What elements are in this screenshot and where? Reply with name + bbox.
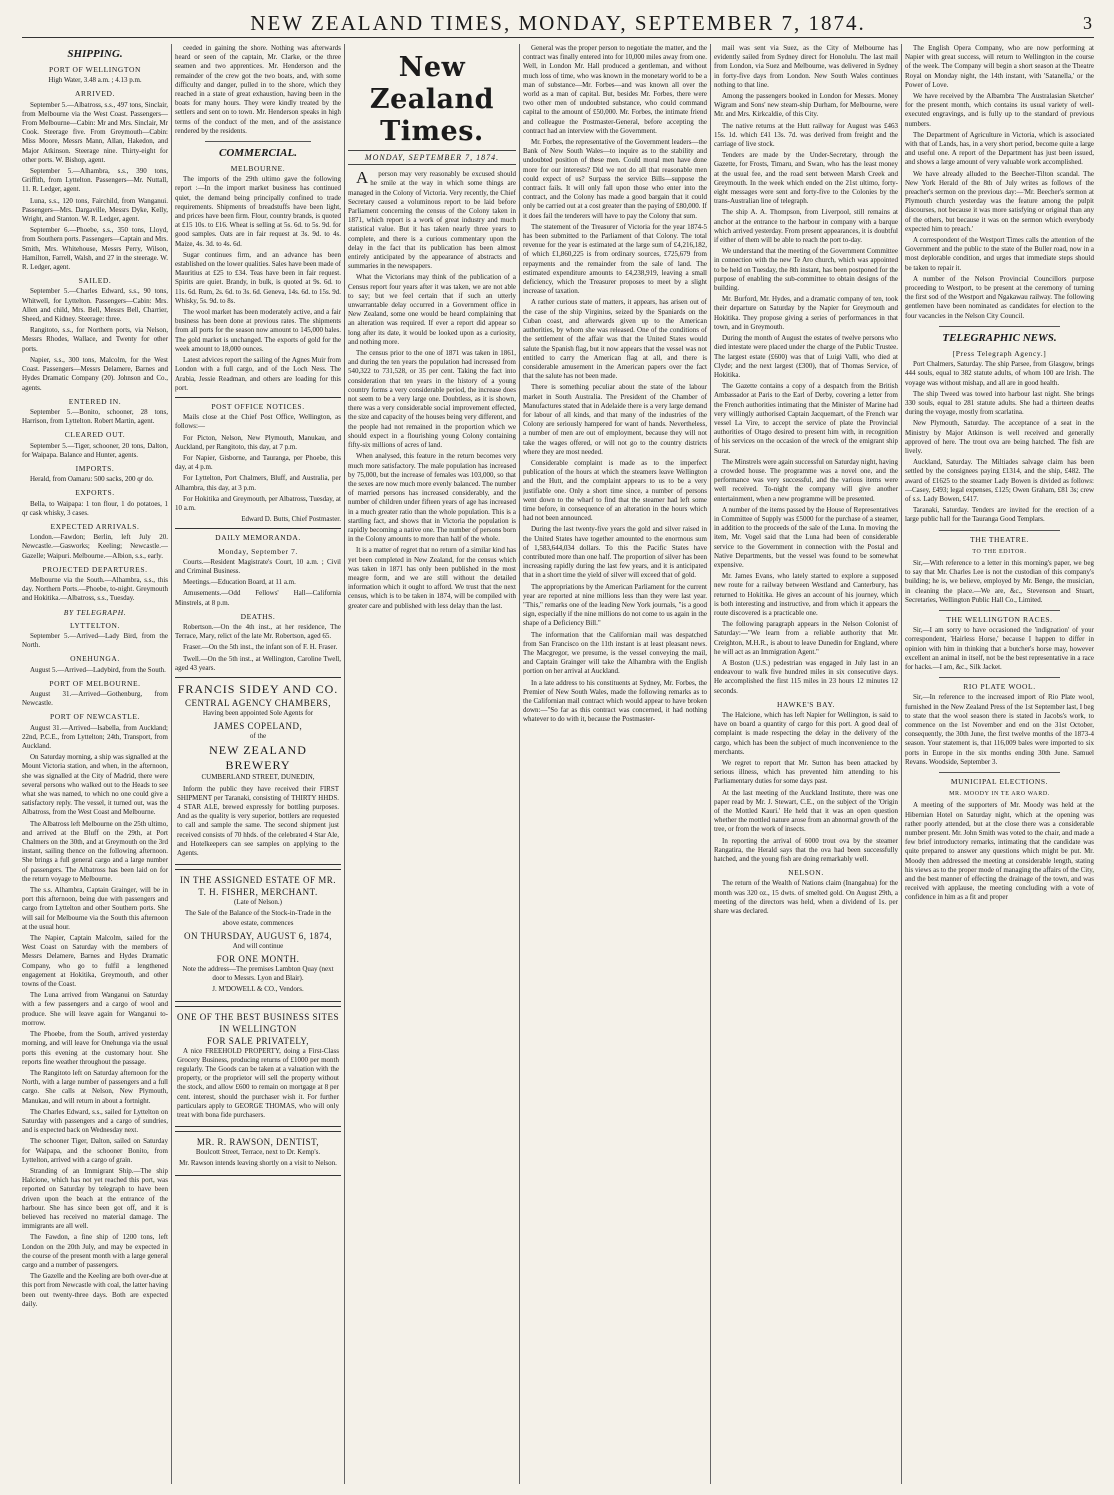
editorial-paragraph: When analysed, this feature in the return becomes very much more satisfactory. The male population has increased by 75,000, but the increase of females was 103,000, so that the sexes are now much more evenly balanced. The number of married persons has increased considerably, and the number of children under fifteen years of age has increased in a much greater ratio than the whole population. This is a startling fact, and shows that in Victoria the population is rapidly becoming a native one. The number of persons born in the Colony amounts to more than half of the whole.: [348, 452, 516, 544]
news-paragraph: We regret to report that Mr. Sutton has been attacked by serious illness, which has prevented him attending to his Parliamentary duties for some days past.: [714, 759, 898, 786]
wreck-continuation: ceeded in gaining the shore. Nothing was afterwards heard or seen of the captain, Mr. Clarke, or the three seamen and two apprentices. Mr. Henderson and the remainder of the crew got the two boats, and, with some difficulty and danger, pulled in to the shore, which they reached in a state of great exhaustion, having been in the boats for many hours. They were kindly treated by the settlers and sent on to town. Mr. Henderson speaks in high terms of the conduct of the men, and of the assistance rendered by the residents.: [175, 44, 341, 135]
editorial-paragraph: Aperson may very reasonably be excused should he smile at the way in which some things are managed in the Colony of Victoria. Very recently, the Chief Secretary caused a voluminous report to be laid before Parliament concerning the census of the Colony taken in 1871, which report is a work of great industry and much statistical value. But it has taken nearly three years to complete, and there is a curious commentary upon the delay in the fact that its publication has been almost entirely anticipated by the appearance of abstracts and summaries in the newspapers.: [348, 168, 516, 271]
high-water: High Water, 3.48 a.m. ; 4.13 p.m.: [48, 76, 142, 85]
divider: [939, 610, 1060, 611]
commercial-paragraph: The wool market has been moderately active, and a fair business has been done at previous rates. The shipments from all ports for the season now amount to 145,000 bales. The gold market is unchanged. The exports of gold for the week amount to 18,000 ounces.: [175, 308, 341, 353]
divider: [939, 326, 1060, 327]
entered-entry: September 5.—Bonito, schooner, 28 tons, Harrison, from Lyttelton. Robert Martin, agent.: [22, 407, 168, 426]
ad-headline: IN THE ASSIGNED ESTATE OF MR. T. H. FISHER, MERCHANT.: [179, 875, 337, 898]
ad-duration: FOR ONE MONTH.: [216, 954, 300, 965]
theatre-letter: Sir,—With reference to a letter in this morning's paper, we beg to say that Mr. Charles Lee is not the custodian of this company's building; he is, we believe, employed by Mr. Benge, the musician, in cleaning the place.—We are, &c., Stevenson and Stuart, Secretaries, Wellington Public Hall Co., Limited.: [905, 558, 1094, 604]
races-letter: Sir,—I am sorry to have occasioned the 'indignation' of your correspondent, 'Hairless Horse,' because I happen to differ in opinion with him in thinking that a butcher's horse may, however excellent an animal in itself, not be the best representative in a race for hacks.—I am, &c., Silk Jacket.: [905, 626, 1094, 671]
column-rule: [344, 44, 345, 1484]
postmaster-signature: Edward D. Butts, Chief Postmaster.: [241, 515, 341, 524]
column-commercial: [175, 44, 341, 1484]
divider: [939, 772, 1060, 773]
arrival-entry: Luna, s.s., 120 tons, Fairchild, from Wanganui. Passengers—Mrs. Dargaville, Messrs Dyke, Kelly, Wright, and Stanton. W. R. Ledger, agent.: [22, 196, 168, 224]
telegram: New Plymouth, Saturday. The acceptance of a seat in the Ministry by Major Atkinson is well received and generally approved of here. The trout ova are being hatched. The fish are lively.: [905, 419, 1094, 455]
telegram: The ship Tweed was towed into harbour last night. She brings 330 souls, equal to 281 statute adults. She had a thirteen deaths during the voyage, mostly from scarlatina.: [905, 389, 1094, 417]
shipping-paragraph: The s.s. Alhambra, Captain Grainger, will be in port this afternoon, being due with passengers and cargo from Lyttelton and other Southern ports. She will sail for Melbourne via the South this afternoon at the usual hour.: [22, 886, 168, 931]
newspaper-page: [22, 44, 1094, 1484]
letter-address: TO THE EDITOR.: [972, 548, 1027, 555]
news-paragraph: In a late address to his constituents at Sydney, Mr. Forbes, the Premier of New South Wales, made the following remarks as to the Californian mail contract which would appear to have broken down:—"So far as this contract was concerned, it had nothing whatever to do with it, because the Postmaster-: [523, 678, 707, 724]
deaths-heading: DEATHS.: [240, 611, 276, 621]
shipping-paragraph: The schooner Tiger, Dalton, sailed on Saturday for Waipapa, and the schooner Bonito, from Lyttelton, arrived with a cargo of grain.: [22, 1137, 168, 1164]
news-paragraph: The Gazette contains a copy of a despatch from the British Ambassador at Paris to the Earl of Derby, covering a letter from the French authorities intimating that the Minister of Marine had very willingly authorised Captain Jacquemart, of the French war vessel La Vire, to accept the service of plate the Provincial authorities of Otago desired to present him with, in recognition of his services on the occasion of the wreck of the emigrant ship Surat.: [714, 382, 898, 455]
telegram: Auckland, Saturday. The Miltiades salvage claim has been settled by the consignees paying £1314, and the ship, £482. The award of £1625 to the steamer Lady Bowen is divided as follows:—Casey, £493; legal expenses, £125; Owen Graham, £81 3s; crew of s.s. Lady Bowen, £417.: [905, 458, 1094, 503]
editorial-paragraph: It is a matter of regret that no return of a similar kind has yet been completed in New Zealand, for the census which was taken in 1871 has only been published in the most meagre form, and we are still without the detailed information which it ought to afford. We trust that the next census, which is to be taken in 1874, will be compiled with greater care and published with less delay than the last.: [348, 546, 516, 610]
divider: [939, 677, 1060, 678]
news-paragraph: The appropriations by the American Parliament for the current year are reported at nine millions less than they were last year. "This," remarks one of the leading New York journals, "is a good sign, especially if the nine millions do not come to us again in the shape of a Deficiency Bill.": [523, 582, 707, 628]
shipping-paragraph: On Saturday morning, a ship was signalled at the Mount Victoria station, and when, in the afternoon, she was signalled at the City of Madrid, there were several persons who walked out to the Heads to see what she was named, to which no one could give a satisfactory reply. The vessel, it turned out, was the Albatross, from the West Coast and Melbourne.: [22, 753, 168, 817]
news-paragraph: A Boston (U.S.) pedestrian was engaged in July last in an endeavour to walk five hundred miles in six consecutive days. He accomplished the first 115 miles in 23 hours 12 minutes 12 seconds.: [714, 659, 898, 695]
sailed-entry: Napier, s.s., 300 tons, Malcolm, for the West Coast. Passengers—Messrs Delamere, Barnes and Hydes Dramatic Company (20). Johnson and Co., agents.: [22, 355, 168, 392]
entered-heading: ENTERED IN.: [68, 396, 122, 406]
news-paragraph: The return of the Wealth of Nations claim (Inangahua) for the month was 320 oz., 15 dwts. of smelted gold. On August 29th, a meeting of the directors was held, when a dividend of 1s. per share was declared.: [714, 879, 898, 916]
news-paragraph: During the last twenty-five years the gold and silver raised in the United States have together amounted to the enormous sum of 1,583,644,034 dollars. To this the Pacific States have contributed more than one half. The proportion of silver has been increasing rapidly during the last few years, and it is anticipated that in a short time the yield of silver will exceed that of gold.: [523, 525, 707, 580]
ad-text: CUMBERLAND STREET, DUNEDIN,: [201, 773, 315, 782]
news-paragraph: The English Opera Company, who are now performing at Napier with great success, will return to Wellington in the course of the week. The Company will begin a short season at the Theatre Royal on Monday night, the 14th instant, with 'Satanella,' or the Power of Love.: [905, 44, 1094, 89]
masthead-title: NEW ZEALAND TIMES, MONDAY, SEPTEMBER 7, 1874.: [250, 11, 866, 35]
memoranda-heading: DAILY MEMORANDA.: [215, 533, 301, 543]
advertisement-fisher-estate: [175, 869, 341, 1001]
commercial-paragraph: Latest advices report the sailing of the Agnes Muir from London with a full cargo, and of the Loch Ness. The Arabia, Jessie Readman, and others are loading for this port.: [175, 356, 341, 392]
news-paragraph: A correspondent of the Westport Times calls the attention of the Government and the public to the state of the Buller road, now in a most deplorable condition, and urges that immediate steps should be taken to repair it.: [905, 236, 1094, 272]
memoranda-item: Amusements.—Odd Fellows' Hall—California Minstrels, at 8 p.m.: [175, 589, 341, 607]
news-paragraph: A rather curious state of matters, it appears, has arisen out of the case of the ship Virginius, seized by the Spaniards on the Cuban coast, and afterwards given up to the American authorities, by whom she was released. One of the conditions of the settlement of the affair was that the United States would salute the Spanish flag, but it now appears that the vessel was not entitled to carry the American flag at all, and there is considerable amusement in the American papers over the fact that the salute has not been made.: [523, 298, 707, 381]
moody-subheading: MR. MOODY IN TE ARO WARD.: [949, 791, 1050, 798]
news-paragraph: The information that the Californian mail was despatched from San Francisco on the 11th instant is at least pleasant news. The Macgregor, we presume, is the vessel conveying the mail, and Captain Grainger will take the Alhambra with the English portion on her arrival at Auckland.: [523, 630, 707, 676]
news-paragraph: The statement of the Treasurer of Victoria for the year 1874-5 has been submitted to the Parliament of that Colony. The total revenue for the year is estimated at the large sum of £4,216,182, of which £1,860,225 is from ordinary sources, £725,679 from repayments and the remainder from the sale of land. The estimated expenditure amounts to £4,238,919, leaving a small deficiency, which the Treasurer proposes to meet by a slight increase of taxation.: [523, 222, 707, 296]
arrival-entry: September 6.—Phoebe, s.s., 350 tons, Lloyd, from Southern ports. Passengers—Captain and Mrs. Smith, Mrs. Whitehouse, Messrs Perry, Wilson, Hamilton, Farrell, Walsh, and 27 in the steerage. W. R. Ledger, agent.: [22, 226, 168, 272]
ad-subheadline: IN WELLINGTON: [219, 1023, 297, 1034]
column-news-3: [905, 44, 1094, 1484]
commercial-paragraph: The imports of the 29th ultimo gave the following report :—In the import market business has continued quiet, the demand being principally confined to trade requirements. Shipments of breadstuffs have been light, and prices have been firm. Flour, country brands, is quoted at £15 10s. to £16. Wheat is selling at 5s. 6d. to 5s. 9d. for good samples. Oats are in fair request at 3s. 9d. to 4s. Maize, 4s. 3d. to 4s. 6d.: [175, 175, 341, 248]
advertisement-sidey: [175, 677, 341, 865]
news-paragraph: Among the passengers booked in London for Messrs. Money Wigram and Sons' new steam-ship Durham, for Melbourne, were Mr. and Mrs. Kirkcaldie, of this City.: [714, 92, 898, 119]
page-number: 3: [1083, 13, 1094, 33]
news-paragraph: The native returns at the Hutt railway for August was £463 15s. 1d. which £41 13s. 7d. was derived from freight and the carriage of live stock.: [714, 121, 898, 149]
sailed-entry: September 5.—Charles Edward, s.s., 90 tons, Whitwell, for Lyttelton. Passengers—Cabin: Mrs. Allen and child, Mrs. Bell, Messrs Bell, Charrier, Sheed, and Kidney. Steerage: three.: [22, 287, 168, 324]
news-paragraph: Mr. Burford, Mr. Hydes, and a dramatic company of ten, took their departure on Saturday by the Napier for Greymouth and Hokitika. They propose giving a series of performances in that town, and in Greymouth.: [714, 295, 898, 331]
column-rule: [901, 44, 902, 1484]
memoranda-item: Courts.—Resident Magistrate's Court, 10 a.m. ; Civil and Criminal Business.: [175, 557, 341, 575]
newspaper-title: New Zealand Times.: [369, 52, 495, 147]
newcastle-entry: August 31.—Arrived—Isabella, from Auckland; 22nd, P.C.E., from Lyttelton; 24th, Transport, from Auckland.: [22, 723, 168, 750]
column-shipping: [22, 44, 168, 1484]
divider: [175, 528, 341, 529]
column-rule: [710, 44, 711, 1484]
lyttelton-heading: LYTTELTON.: [69, 620, 121, 630]
melbourne-market-heading: MELBOURNE.: [230, 164, 286, 174]
shipping-paragraph: The Napier, Captain Malcolm, sailed for the West Coast on Saturday with the members of Messrs Delamere, Barnes and Hydes Dramatic Company, who go to fulfil a lengthened engagement at Hokitika, Greymouth, and other towns of the Coast.: [22, 934, 168, 989]
news-paragraph: General was the proper person to negotiate the matter, and the contract was finally entered into for 10,000 miles away from one. Well, in London Mr. Hall produced a gentleman, and without much loss of time, who was known in the monetary world to be a man of substance—Mr. Forbes—and was known all over the world as a man of capital. But, besides Mr. Forbes, there were two other men of undoubted substance, who could command capital to the amount of £50,000. Mr. Forbes, the intimate friend and colleague the Postmaster-General, before accepting the contract had an interview with the Government.: [523, 44, 707, 135]
divider: [205, 141, 311, 142]
expected-heading: EXPECTED ARRIVALS.: [50, 521, 140, 531]
rio-plate-letter: Sir,—In reference to the increased import of Rio Plate wool, furnished in the New Zealand Press of the 1st September last, I beg to state that the wool season there is stated in Jacobs's work, to commence on the 1st November and end on the 31st October, consequently, the 30th June, the first twelve months of the 1873-4 season. Your statement is, that 116,009 bales were imported to six ports in Europe in the six months ending 30th June. Samuel Revans. Woodside, September 3.: [905, 693, 1094, 766]
arrived-heading: ARRIVED.: [74, 89, 115, 99]
column-rule: [171, 44, 172, 1484]
news-paragraph: The following paragraph appears in the Nelson Colonist of Saturday:—"We learn from a reliable authority that Mr. Creighton, M.H.R., is about to leave Dunedin for England, where he will act as an Immigration Agent.": [714, 620, 898, 656]
press-agency-label: [Press Telegraph Agency.]: [952, 348, 1047, 358]
ad-date: ON THURSDAY, AUGUST 6, 1874,: [184, 930, 332, 941]
ad-body: Inform the public they have received their FIRST SHIPMENT per Taranaki, consisting of THIRTY HHDS. 4 STAR ALE, brewed expressly for bottling purposes. And as the quality is very superior, bottlers are requested to call and sample the same. The second shipment just received consists of 70 hhds. of the celebrated 4 Star Ale, and Hotelkeepers can see samples on applying to the Agents.: [177, 784, 339, 858]
telegram: Port Chalmers, Saturday. The ship Parsee, from Glasgow, brings 444 souls, equal to 382 statute adults, of whom 100 are Irish. The voyage was without mishap, and all are in good health.: [905, 360, 1094, 387]
news-paragraph: During the month of August the estates of twelve persons who died intestate were placed under the charge of the Public Trustee. The largest estate (£600) was that of Luigi Valli, who died at Clyde; and the next largest (£300), that of Thomas Service, of Hokitika.: [714, 334, 898, 379]
onehunga-heading: ONEHUNGA.: [70, 654, 120, 664]
ad-name: JAMES COPELAND,: [213, 721, 303, 732]
death-notice: Robertson.—On the 4th inst., at her residence, The Terrace, Mary, relict of the late Mr. Robertson, aged 65.: [175, 622, 341, 641]
news-paragraph: Considerable complaint is made as to the imperfect publication of the hours at which the steamers leave Wellington and the Hutt, and the complaint appears to us to be a very justifiable one. Only a short time since, a number of persons went down to the wharf to find that the steamer had left some time before, in consequence of an alteration in the hours which had not been announced.: [523, 458, 707, 523]
post-office-heading: POST OFFICE NOTICES.: [211, 401, 305, 411]
news-paragraph: A number of the items passed by the House of Representatives in Committee of Supply was £5000 for the purchase of a steamer, in addition to the proceeds of the sale of the Luna. In moving the item, Mr. Vogel said that the Luna had been of considerable service to the Government in connection with the Postal and Native Departments, but the vessel was found to be somewhat expensive.: [714, 505, 898, 569]
exports-entry: Bella, to Waipapa: 1 ton flour, 1 do potatoes, 1 qr cask whisky, 3 cases.: [22, 499, 168, 517]
ad-text: Boulcott Street, Terrace, next to Dr. Kemp's.: [195, 1148, 321, 1157]
shipping-paragraph: The Fawdon, a fine ship of 1200 tons, left London on the 20th July, and may be expected in the course of the present month with a large general cargo and a number of passengers.: [22, 1233, 168, 1269]
sailed-entry: Rangitoto, s.s., for Northern ports, via Nelson, Messrs Rhodes, Wallace, and Twenty for other ports.: [22, 326, 168, 353]
column-editorial: [348, 44, 516, 1484]
news-paragraph: Tenders are made by the Under-Secretary, through the Gazette, for Frosts, Timaru, and Swan, who has the least money at the usual fee, and the road sent between Marsh Creek and Greymouth. In the week which ended on the 21st ultimo, forty-eight messages were sent and forty-five to the Colonies by the trans-Australian line of telegraph.: [714, 151, 898, 206]
council-paragraph: A number of the Nelson Provincial Councillors purpose proceeding to Westport, to be present at the ceremony of turning the first sod of the Westport and Ngakawau railway. The following gentlemen have been nominated as candidates for election to the four vacancies in the Nelson City Council.: [905, 274, 1094, 320]
news-paragraph: Mr. Forbes, the representative of the Government leaders—the Bank of New South Wales—to inquire as to the stability and undoubted position of these men. Could moral men have done more for our interests? Did we not do all that reasonable men could expect of us? Surpass the service Bills—suppose the contract fails. It will only fall upon those who enter into the contract, and the Colony has made a good bargain that it could only be carried out at a cost greater than the paying of £80,000. If it does fail the tenderers will have to pay the Colony that sum.: [523, 138, 707, 220]
editorial-paragraph: What the Victorians may think of the publication of a Census report four years after it was taken, we are not able to say; but we feel certain that if such an utterly unwarrantable delay occurred in a Government office in New Zealand, some one would be heard complaining that an alteration was required. If ever a report did appear so long after its date, it would be looked upon as a curiosity, and nothing more.: [348, 273, 516, 346]
death-notice: Fraser.—On the 5th inst., the infant son of F. H. Fraser.: [183, 643, 338, 652]
shipping-paragraph: The Albatross left Melbourne on the 25th ultimo, and arrived at the Bluff on the 29th, at Port Chalmers on the 30th, and at Greymouth on the 3rd instant, sailing thence on the following afternoon. She brings a full general cargo and a large number of passengers. The Albatross has been laid on for the return voyage to Melbourne.: [22, 819, 168, 883]
ad-text: And will continue: [232, 941, 284, 950]
editorial-dateline: MONDAY, SEPTEMBER 7, 1874.: [348, 150, 516, 165]
lyttelton-entry: September 5.—Arrived—Lady Bird, from the North.: [22, 631, 168, 650]
arrival-entry: September 5.—Alhambra, s.s., 390 tons, Griffith, from Lyttelton. Passengers—Mr. Nuttall, 11. R. Ledger, agent.: [22, 167, 168, 194]
newcastle-heading: PORT OF NEWCASTLE.: [49, 712, 140, 722]
port-heading: PORT OF WELLINGTON: [48, 65, 142, 74]
telegraphic-heading: TELEGRAPHIC NEWS.: [942, 331, 1057, 344]
ad-headline: FRANCIS SIDEY AND CO.: [177, 681, 339, 696]
ad-subheadline: CENTRAL AGENCY CHAMBERS,: [184, 697, 332, 708]
ad-text: The Sale of the Balance of the Stock-in-Trade in the above estate, commences: [184, 909, 332, 927]
ad-headline: MR. R. RAWSON, DENTIST,: [196, 1137, 320, 1148]
masthead: [22, 8, 1094, 38]
column-rule: [519, 44, 520, 1484]
mail-notice: For Hokitika and Greymouth, per Albatross, Tuesday, at 10 a.m.: [175, 494, 341, 512]
nelson-heading: NELSON.: [788, 868, 824, 878]
news-paragraph: The Department of Agriculture in Victoria, which is associated with that of Lands, has, in a very short period, become quite a large and useful one. A report of the Department has just been issued, and shows a large amount of very valuable work accomplished.: [905, 130, 1094, 167]
expected-entry: London.—Fawdon; Berlin, left July 20. Newcastle.—Gasworks; Keeling; Newcastle.—Gazelle; Waipuri. Melbourne.—Albion, s.s., early.: [22, 533, 168, 560]
shipping-paragraph: The Rangitoto left on Saturday afternoon for the North, with a large number of passengers and a full cargo. She calls at Nelson, New Plymouth, Manukau, and will return in about a fortnight.: [22, 1068, 168, 1105]
moody-report: A meeting of the supporters of Mr. Moody was held at the Hibernian Hotel on Saturday night, which at the opening was rather poorly attended, but at the close there was a considerable number present. Mr. John Smith was voted to the chair, and made a few brief introductory remarks, intimating that the candidate was quite prepared to answer any questions which might be put. Mr. Moody then addressed the meeting at considerable length, stating his views as to the proper mode of managing the affairs of the City, and the best manner of effecting the drainage of the town, and was received with applause, the meeting concluding with a vote of confidence in him as a fit and proper: [905, 801, 1094, 902]
ad-headline: ONE OF THE BEST BUSINESS SITES: [177, 1011, 339, 1022]
news-paragraph: We understand that the meeting of the Government Committee in connection with the new Te Aro church, which was appointed to be held on Tuesday, the 8th instant, has been postponed for the purpose of enabling the sub-committee to obtain designs of the building.: [714, 247, 898, 293]
ad-subheadline: FOR SALE PRIVATELY,: [206, 1035, 310, 1046]
memoranda-item: Meetings.—Education Board, at 11 a.m.: [183, 578, 296, 587]
news-paragraph: We have already alluded to the Beecher-Tilton scandal. The New York Herald of the 8th of July writes as follows of the preacher's sermon on the previous day:—'Mr. Beecher's sermon at Plymouth church yesterday was the feature among the pulpit discourses, not because it was more satisfying or original than any of the others, but because it was on the sermon which everybody expected him to preach.': [905, 169, 1094, 233]
melbourne-heading: PORT OF MELBOURNE.: [49, 678, 141, 688]
divider: [175, 397, 341, 398]
memoranda-date: Monday, September 7.: [218, 546, 298, 556]
divider: [939, 530, 1060, 531]
column-news-2: [714, 44, 898, 1484]
mail-notice: For Napier, Gisborne, and Tauranga, per Phoebe, this day, at 4 p.m.: [175, 453, 341, 472]
hawkes-bay-heading: HAWKE'S BAY.: [777, 699, 835, 709]
column-news-1: [523, 44, 707, 1484]
projected-heading: PROJECTED DEPARTURES.: [42, 564, 148, 574]
news-paragraph: At the last meeting of the Auckland Institute, there was one paper read by Mr. J. Stewart, C.E., on the subject of the 'Origin of the Mottled Kauri.' He held that it was an open question whether the mottled nature arose from an abnormal growth of the tree, or from the work of insects.: [714, 788, 898, 834]
shipping-heading: SHIPPING.: [67, 48, 123, 60]
news-paragraph: Mr. James Evans, who lately started to explore a supposed new route for a railway between Westland and Canterbury, has returned to Hokitika. He gives an account of his journey, which is both interesting and instructive, and from which it appears the route discovered is a practicable one.: [714, 572, 898, 617]
news-paragraph: There is something peculiar about the state of the labour market in South Australia. The President of the Chamber of Manufactures stated that in Adelaide there is a very large demand for labour of all kinds, and that many of the industries of the Colony are seriously hampered for want of hands. Nevertheless, a number of men are out of employment, because they will not take the wages offered, or will not go to the country districts where they are most needed.: [523, 383, 707, 456]
arrival-entry: September 5.—Albatross, s.s., 497 tons, Sinclair, from Melbourne via the West Coast. Passengers—From Melbourne—Cabin: Mr and Mrs. Sinclair, Mr Cook. Steerage five. From Greymouth—Cabin: Miss Moore, Messrs Mann, Allan, Hakedon, and Major Atkinson. Steerage nine. Thirty-eight for other ports. W. Bishop, agent.: [22, 100, 168, 164]
editorial-paragraph: The census prior to the one of 1871 was taken in 1861, and during the ten years the population had increased from 540,322 to 731,528, or 35 per cent. Taking the fact into consideration that ten years in the history of a young country forms a very considerable period, the increase does not seem to be a very large one. Doubtless, as it is shown, there was a very considerable social improvement effected, the size and capacity of the houses being very different, and the people had not remained in the proportion which we should expect in a flourishing young Colony containing fifty-six millions of acres of land.: [348, 349, 516, 450]
death-notice: Twell.—On the 5th inst., at Wellington, Caroline Twell, aged 43 years.: [175, 654, 341, 672]
imports-heading: IMPORTS.: [75, 463, 115, 473]
melbourne-entry: August 31.—Arrived—Gothenburg, from Newcastle.: [22, 689, 168, 708]
municipal-heading: MUNICIPAL ELECTIONS.: [950, 777, 1049, 787]
ad-vendor: J. M'DOWELL & CO., Vendors.: [212, 985, 304, 994]
mail-notice: For Lyttelton, Port Chalmers, Bluff, and Australia, per Alhambra, this day, at 3 p.m.: [175, 474, 341, 492]
post-office-intro: Mails close at the Chief Post Office, Wellington, as follows:—: [175, 413, 341, 431]
imports-entry: Herald, from Oamaru: 500 sacks, 200 qr do.: [30, 475, 154, 484]
mail-notice: For Picton, Nelson, New Plymouth, Manukau, and Auckland, per Rangitoto, this day, at 7 p.m.: [175, 433, 341, 451]
shipping-paragraph: Stranding of an Immigrant Ship.—The ship Halcione, which has not yet reached this port, was reported on Saturday by telegraph to have been driven upon the beach at the entrance of the harbour. She has since been got off, and it is believed has received no material damage. The immigrants are all well.: [22, 1166, 168, 1231]
onehunga-entry: August 5.—Arrived—Ladybird, from the South.: [30, 665, 166, 674]
sailed-heading: SAILED.: [78, 276, 112, 286]
rio-plate-heading: RIO PLATE WOOL.: [963, 682, 1036, 692]
cleared-heading: CLEARED OUT.: [64, 430, 126, 440]
advertisement-business-site: [175, 1006, 341, 1128]
shipping-paragraph: The Gazelle and the Keeling are both over-due at this port from Newcastle with coal, the latter having been out twenty-three days. Both are expected daily.: [22, 1272, 168, 1308]
theatre-heading: THE THEATRE.: [970, 534, 1029, 544]
commercial-paragraph: Sugar continues firm, and an advance has been established on the lower qualities. Sales have been made of Mauritius at £25 to £34. Teas have been in fair request. Spirits are quiet. Brandy, in bulk, is quoted at 9s. 6d. to 11s. 6d. Rum, 2s. 6d. to 3s. 6d. Geneva, 14s. 6d. to 15s. 9d. Whisky, 5s. 9d. to 8s.: [175, 250, 341, 305]
news-paragraph: The ship A. A. Thompson, from Liverpool, still remains at anchor at the entrance to the harbour in company with a barque which arrived yesterday. From present appearances, it is doubtful if either of them will be able to reach the port to-day.: [714, 208, 898, 245]
news-paragraph: The Minstrels were again successful on Saturday night, having a crowded house. The programme was a novel one, and the performance was very successful, and the various items were well received. To-night the company will give another entertainment, when a new programme will be presented.: [714, 457, 898, 503]
cleared-entry: September 5.—Tiger, schooner, 20 tons, Dalton, for Waipapa. Balance and Hunter, agents.: [22, 441, 168, 459]
news-paragraph: The Halcione, which has left Napier for Wellington, is said to have on board a quantity of cargo for this port. A good deal of complaint is made respecting the delay in the delivery of the cargo, which has been the subject of much inconvenience to the merchants.: [714, 711, 898, 756]
news-paragraph: We have received by the Albambra 'The Australasian Sketcher' for the present month, which contains its usual variety of well-executed engravings, and is fully up to the standard of previous numbers.: [905, 92, 1094, 128]
telegraph-heading: BY TELEGRAPH.: [63, 607, 127, 617]
ad-text: of the: [249, 732, 267, 741]
shipping-paragraph: The Charles Edward, s.s., sailed for Lyttelton on Saturday with passengers and a cargo of sundries, and is expected back on Wednesday next.: [22, 1107, 168, 1135]
news-paragraph: In reporting the arrival of 6000 trout ova by the steamer Rangatira, the Herald says that the ova had been successfully hatched, and the young fish are doing remarkably well.: [714, 836, 898, 864]
exports-heading: EXPORTS.: [75, 488, 115, 498]
projected-entry: Melbourne via the South.—Alhambra, s.s., this day. Northern Ports.—Phoebe, to-night. Greymouth and Hokitika.—Albatross, s.s., Tuesday.: [22, 575, 168, 603]
ad-body: A nice FREEHOLD PROPERTY, doing a First-Class Grocery Business, producing returns of £1000 per month regularly. The Goods can be taken at a valuation with the property, or the proprietor will sell the property without the stock, and allow £600 to remain on mortgage at 8 per cent. interest, should the purchaser wish it. For further particulars apply to GEORGE THOMAS, who will only treat with bona fide purchasers.: [177, 1046, 339, 1120]
commercial-heading: COMMERCIAL.: [219, 147, 297, 160]
ad-text: Having been appointed Sole Agents for: [202, 708, 314, 717]
shipping-paragraph: The Luna arrived from Wanganui on Saturday with a few passengers and a cargo of wool and produce. She will leave again for Wanganui to-morrow.: [22, 991, 168, 1027]
shipping-paragraph: The Phoebe, from the South, arrived yesterday morning, and will leave for Onehunga via the usual ports this evening at the customary hour. She reports fine weather throughout the passage.: [22, 1030, 168, 1066]
ad-body: Note the address—The premises Lambton Quay (next door to Messrs. Lyon and Blair).: [182, 965, 334, 983]
ad-brewery: NEW ZEALAND BREWERY: [209, 743, 307, 773]
telegram: Taranaki, Saturday. Tenders are invited for the erection of a large public hall for the Tauranga Good Templars.: [905, 506, 1094, 524]
ad-text: (Late of Nelson.): [233, 898, 282, 907]
advertisement-dentist: [175, 1131, 341, 1175]
races-heading: THE WELLINGTON RACES.: [946, 614, 1053, 624]
ad-text: Mr. Rawson intends leaving shortly on a visit to Nelson.: [179, 1159, 337, 1168]
news-paragraph: mail was sent via Suez, as the City of Melbourne has evidently sailed from Sydney direct for Honolulu. The last mail from London, via Suez and Melbourne, was delivered in Sydney in forty-five days from London. New South Wales continues nothing to that line.: [714, 44, 898, 89]
